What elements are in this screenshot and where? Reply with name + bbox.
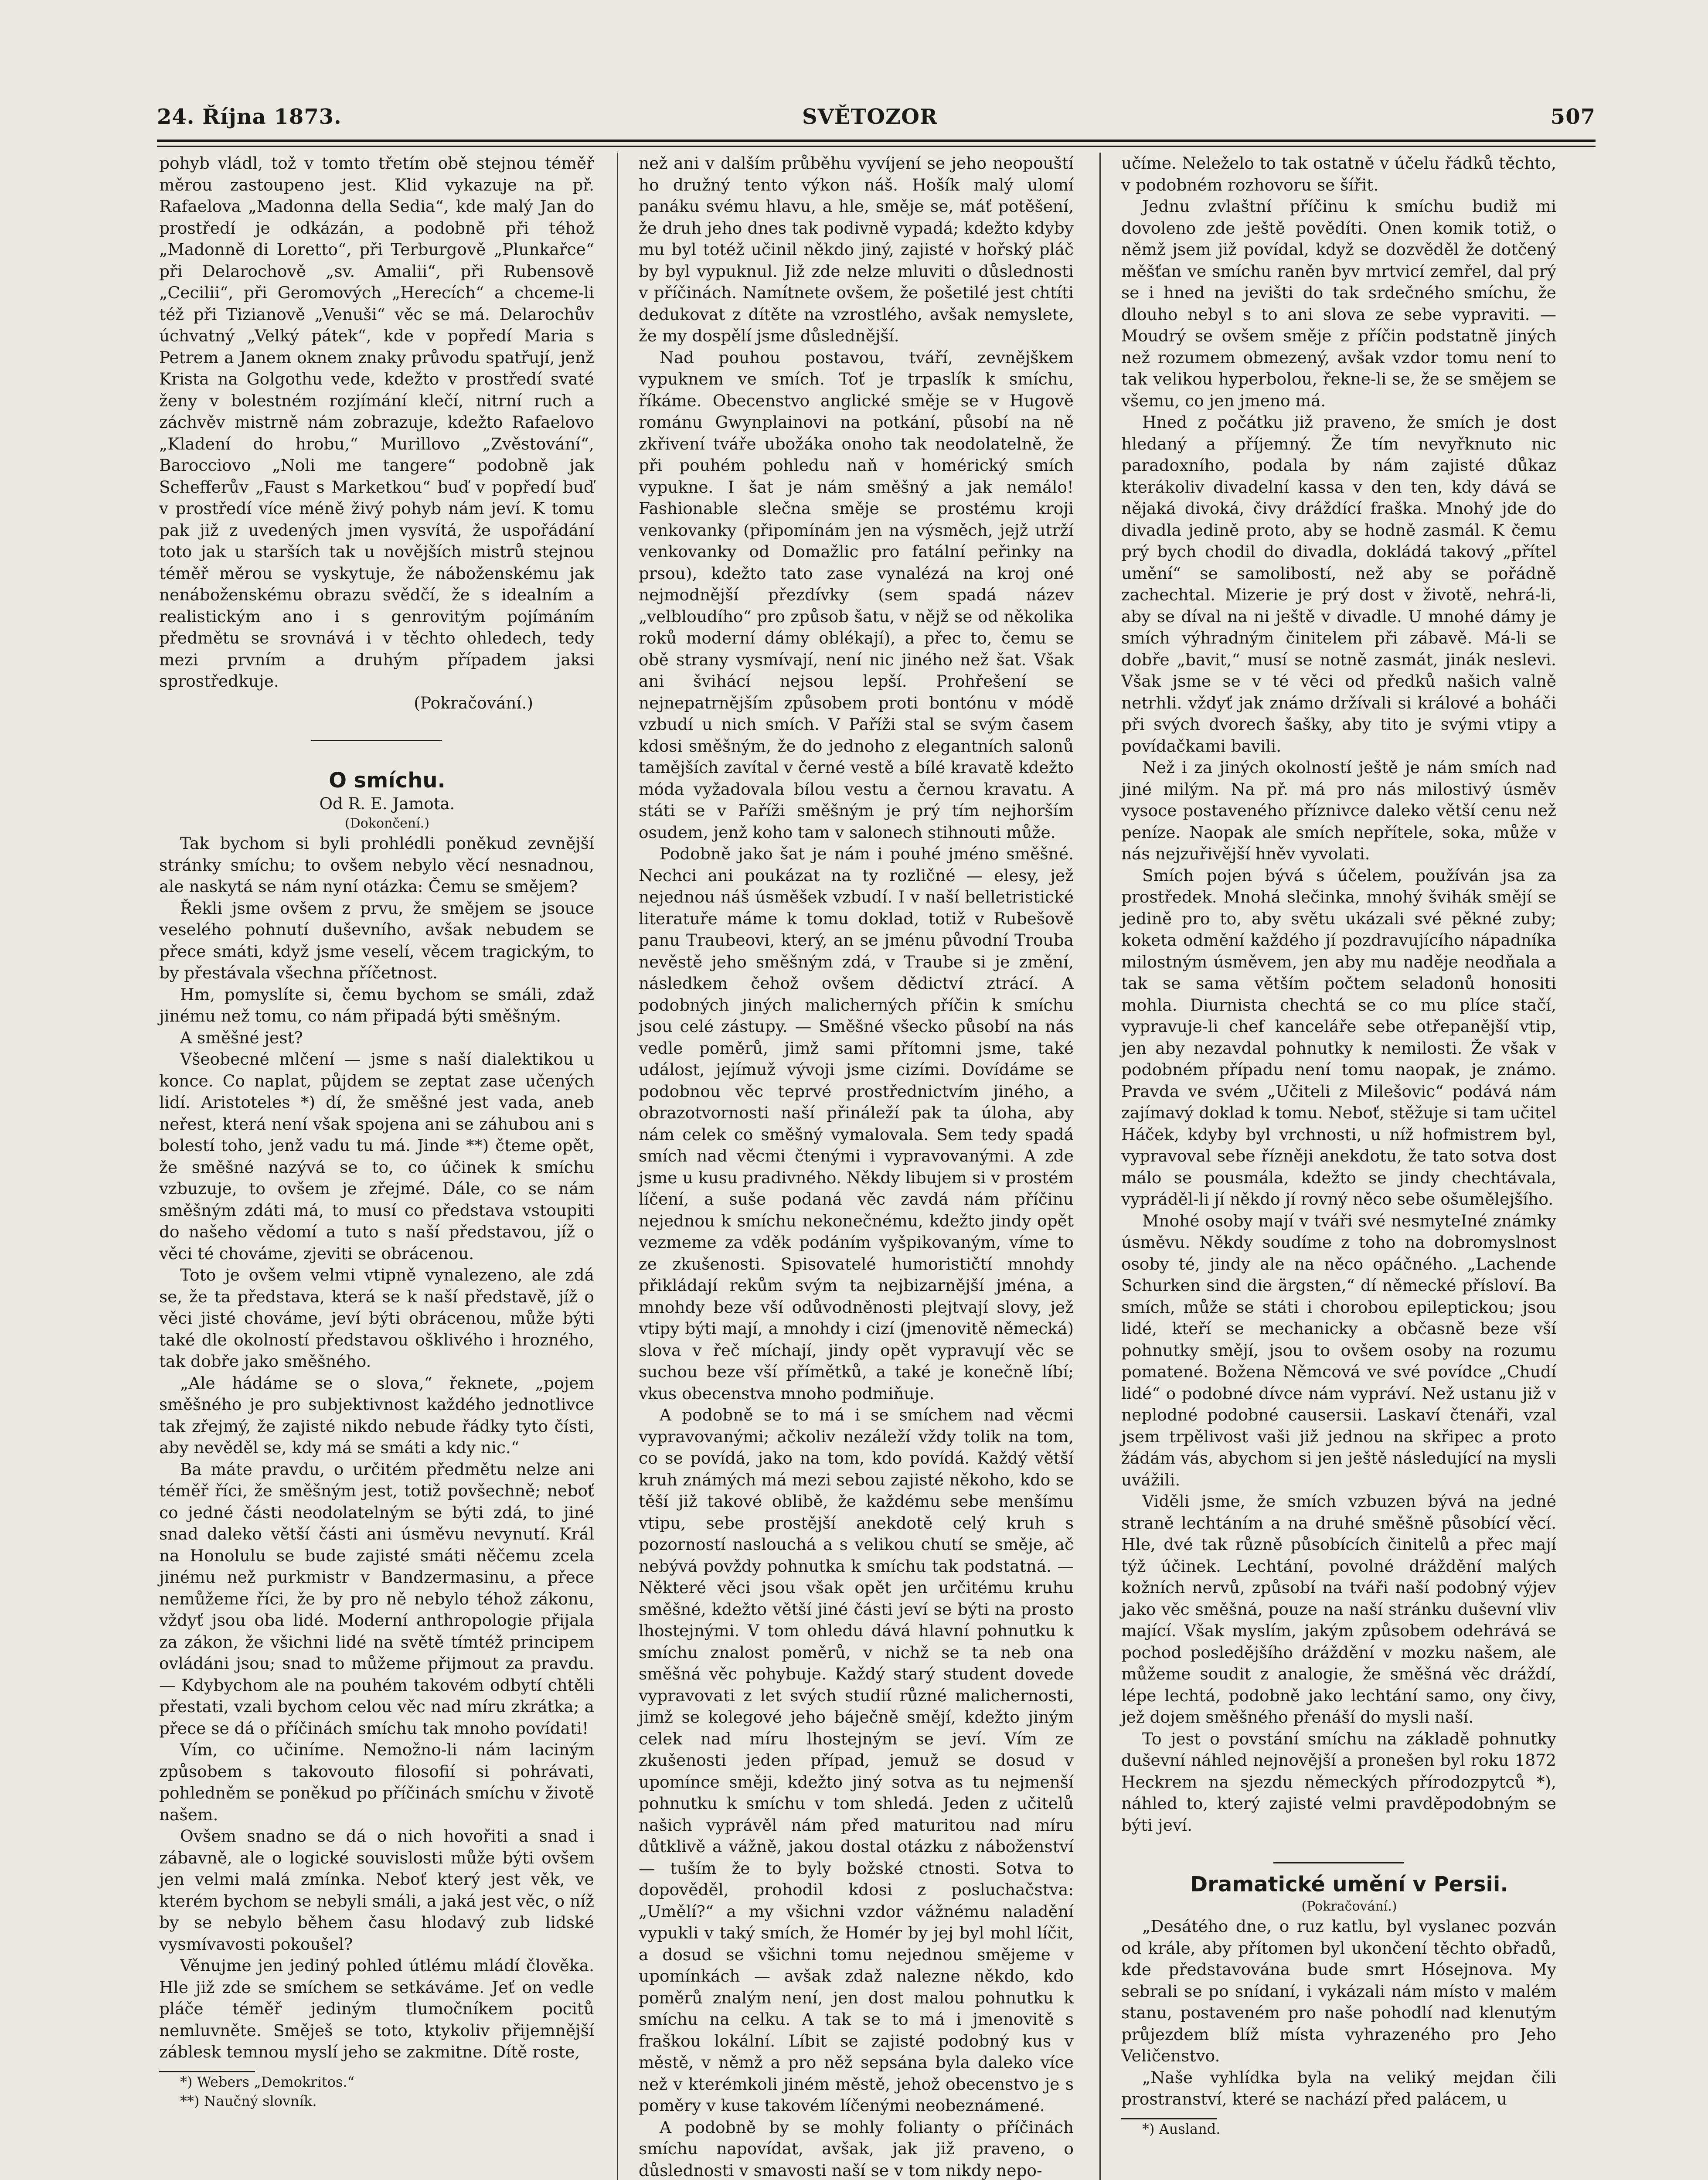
paragraph: Mnohé osoby mají v tváři své nesmyteIné známky úsměvu. Někdy soudíme z toho na dobromyslnost osoby té, jindy ale na něco opáčného. „Lachende Schurken sind die ärgsten,“ dí německé přísloví. Ba smích, může se státi i chorobou epileptickou; jsou lidé, kteří se mechanicky a občasně beze vší pohnutky smějí, jsou to ovšem osoby na rozumu pomatené. Božena Němcová ve své povídce „Chudí lidé“ o podobné dívce nám vypráví. Než ustanu již v neplodné podobné causersii. Laskaví čtenáři, vzal jsem trpělivost vaši již jednou na skřipec a proto žádám vás, abychom si jen ještě následující na mysli uvážili. <box>1121 1211 1556 1489</box>
paragraph: „Desátého dne, o ruz katlu, byl vyslanec pozván od krále, aby přítomen byl ukončení těchto obřadů, kde představována bude smrt Hósejnova. My sebrali se po snídaní, i vykázali nám místo v malém stanu, postaveném pro naše pohodlí nad klenutým průjezdem blíž místa vyhrazeného pro Jeho Veličenstvo. <box>1121 1917 1556 2065</box>
paragraph: pohyb vládl, tož v tomto třetím obě stejnou téměř měrou zastoupeno jest. Klid vykazuje na př. Rafaelova „Madonna della Sedia“, kde malý Jan do prostředí je odkázán, a podobně při téhož „Madonně di Loretto“, při Terburgově „Plunkařce“ při Delarochově „sv. Amalii“, při Rubensově „Cecilii“, při Geromových „Herecích“ a chceme-li též při Tizianově „Venuši“ věc se má. Delarochův úchvatný „Velký pátek“, kde v popředí Maria s Petrem a Janem oknem znaky průvodu spatřují, jenž Krista na Golgothu vede, kdežto v prostředí svaté ženy v bolestném rozjímání klečí, nitrní ruch a záchvěv mistrně nám zobrazuje, kdežto Rafaelovo „Kladení do hrobu,“ Murillovo „Zvěstování“, Barocciovo „Noli me tangere“ podobně jak Schefferův „Faust s Marketkou“ buď v popředí buď v prostředí více méně živý pohyb nám jeví. K tomu pak již z uvedených jmen vysvítá, že uspořádání toto jak u starších tak u novějších mistrů stejnou téměř měrou se vyskytuje, že náboženskému jak nenáboženskému obrazu svědčí, že s idealním a realistickým ano i s genrovitým pojímáním předmětu se srovnává i v těchto ohledech, tedy mezi prvním a druhým případem jaksi sprostředkuje. <box>159 153 594 691</box>
paragraph: Viděli jsme, že smích vzbuzen bývá na jedné straně lechtáním a na druhé směšně působící věcí. Hle, dvé tak různě působících činitelů a přec mají týž účinek. Lechtání, povolné dráždění malých kožních nervů, způsobí na tváři naší podobný výjev jako věc směšná, pouze na naší stránku duševní vliv mající. Však myslím, jakým způsobem odehrává se pochod posledějšího dráždění v mozku našem, ale můžeme soudit z analogie, že směšná věc dráždí, lépe lechtá, podobně jako lechtání samo, ony čivy, jež dojem směšného přenáší do mysli naší. <box>1121 1492 1556 1727</box>
continuation-note: (Pokračování.) <box>1301 1899 1397 1914</box>
paragraph: To jest o povstání smíchu na základě pohnutky duševní náhled nejnovější a pronešen byl roku 1872 Heckrem na sjezdu německých přírodozpytců *), náhled to, který zajisté velmi pravděpodobným se býti jeví. <box>1121 1729 1556 1835</box>
paragraph: Hm, pomyslíte si, čemu bychom se smáli, zdaž jinému než tomu, co nám připadá býti směšným. <box>159 984 594 1025</box>
footnote: *) Ausland. <box>1142 2120 1221 2137</box>
column-divider-1 <box>617 153 618 2180</box>
paragraph: než ani v dalším průběhu vyvíjení se jeho neopouští ho družný tento výkon náš. Hošík malý ulomí panáku svému hlavu, a hle, směje se, máť potěšení, že druh jeho dnes tak podivně vypadá; kdežto kdyby mu byl totéž učinil někdo jiný, zajisté v hořský pláč by byl vypuknul. Již zde nelze mluviti o důslednosti v příčinách. Namítnete ovšem, že pošetilé jest chtíti dedukovat z dítěte na vzrostlého, avšak nemyslete, že my dospělí jsme důslednější. <box>639 153 1074 345</box>
footnote: **) Naučný slovník. <box>180 2092 317 2109</box>
paragraph: Tak bychom si byli prohlédli poněkud zevnější stránky smíchu; to ovšem nebylo věcí nesnadnou, ale naskytá se nám nyní otázka: Čemu se smějem? <box>159 834 594 896</box>
paragraph: „Naše vyhlídka byla na veliký mejdan čili prostranství, které se nachází před palácem, u <box>1121 2068 1556 2108</box>
paragraph: Vím, co učiníme. Nemožno-li nám laciným způsobem s takovouto filosofií si pohrávati, pohledněm se poněkud po příčinách smíchu v životě našem. <box>159 1740 594 1824</box>
paragraph: Řekli jsme ovšem z prvu, že smějem se jsouce veselého pohnutí duševního, avšak nebudem se přece smáti, když jsme veselí, věcem tragickým, to by přestávala všechna příčetnost. <box>159 898 594 982</box>
paragraph: Podobně jako šat je nám i pouhé jméno směšné. Nechci ani poukázat na ty rozličné — elesy, jež nejednou náš úsměšek vzbudí. I v naší belletristické literatuře máme k tomu doklad, totiž v Rubešově panu Traubeovi, který, an se jménu původní Trouba nevěstě jeho směšným zdá, v Traube si je změní, následkem čehož ovšem dědictví ztrácí. A podobných jiných malicherných příčin k smíchu jsou celé zástupy. — Směšné všecko působí na nás vedle poměrů, jimž sami přítomni jsme, také událost, jejímuž vývoji jsme cizími. Dovídáme se podobnou věc teprvé prostřednictvím jiného, a obrazotvornosti naší přináleží pak ta úloha, aby nám celek co směšný vymalovala. Sem tedy spadá smích nad věcmi čtenými i vypravovanými. A zde jsme u kusu pradivného. Někdy libujem si v prostém líčení, a suše podaná věc zavdá nám příčinu nejednou k smíchu nekonečnému, kdežto jindy opět vezmeme za vděk podáním vyšpikovaným, víme to ze zkušenosti. Spisovatelé humorističtí mnohdy přikládají rekům svým ta nejbizarnější jména, a mnohdy beze vší odůvodněnosti plejtvají slovy, jež vtipy býti mají, a mnohdy i cizí (jmenovitě německá) slova v řeč míchají, jindy opět vypravují věc se suchou beze vší přímětků, a také je konečně líbí; vkus obecenstva mnoho podmiňuje. <box>639 844 1074 1403</box>
column-divider-2 <box>1099 153 1101 2180</box>
article-title: Dramatické umění v Persii. <box>1190 1872 1508 1897</box>
paragraph: Ovšem snadno se dá o nich hovořiti a snad i zábavně, ale o logické souvislosti může býti ovšem jen velmi malá zmínka. Neboť který jest věk, ve kterém bychom se nebyli smáli, a jaká jest věc, o níž by se nebylo během času hlodavý zub lidské vysmívavosti pokoušel? <box>159 1826 594 1954</box>
paragraph: Smích pojen bývá s účelem, používán jsa za prostředek. Mnohá slečinka, mnohý švihák smějí se jedině pro to, aby světu ukázali své pěkné zuby; koketa odmění každého jí pozdravujícího nápadníka milostným úsměvem, jen aby mu naděje neodňala a tak se sama větším počtem seladonů honositi mohla. Diurnista chechtá se co mu plíce stačí, vypravuje-li chef kanceláře sebe otřepanější vtip, jen aby nezavdal pohnutky k nemilosti. Že však v podobném případu není tomu naopak, je známo. Pravda ve svém „Učiteli z Milešovic“ podává nám zajímavý doklad k tomu. Neboť, stěžuje si tam učitel Háček, kdyby byl vrchnosti, u níž hofmistrem byl, vypravoval sebe řízněji anekdotu, že tato sotva dost málo se pousmála, kdežto se jindy chechtávala, vypráděl-li jí někdo jí rovný něco sebe ošumělejšího. <box>1121 865 1556 1209</box>
column-3 <box>1121 153 1556 2139</box>
paragraph: Věnujme jen jediný pohled útlému mládí člověka. Hle již zde se smíchem se setkáváme. Jeť on vedle pláče téměř jediným tlumočníkem pocitů nemluvněte. Směješ se toto, ktykoliv přijemnější záblesk temnou myslí jeho se zakmitne. Dítě roste, <box>159 1956 594 2061</box>
page-header <box>157 105 1596 144</box>
paragraph: Toto je ovšem velmi vtipně vynalezeno, ale zdá se, že ta představa, která se k naší představě, jíž o věci jisté chováme, jeví býti obrácenou, může býti také dle okolností představou ošklivého i hrozného, tak dobře jako směšného. <box>159 1265 594 1371</box>
header-rule-thin <box>157 146 1596 147</box>
header-title: SVĚTOZOR <box>802 105 938 129</box>
column-1 <box>159 153 594 2111</box>
header-date: 24. Října 1873. <box>157 105 342 129</box>
header-page-number: 507 <box>1550 105 1596 129</box>
concluded-note: (Dokončení.) <box>344 816 430 831</box>
paragraph: Ba máte pravdu, o určitém předmětu nelze ani téměř říci, že směšným jest, totiž povšechně; neboť co jedné části neodolatelným se býti zdá, to jiné snad daleko větší části ani úsměvu nevynutí. Král na Honolulu se bude zajisté smáti něčemu zcela jinému než purkmistr v Bandzermasinu, a přece nemůžeme říci, že by pro ně nebylo téhož zákonu, vždyť jsou oba lidé. Moderní anthropologie přijala za zákon, že všichni lidé na světě tímtéž principem ovládáni jsou; snad to můžeme přijmout za pravdu. — Kdybychom ale na pouhém takovém odbytí chtěli přestati, vzali bychom celou věc nad míru zkrátka; a přece se dá o příčinách smíchu tak mnoho povídati! <box>159 1459 594 1738</box>
column-2 <box>639 153 1074 2180</box>
paragraph: A podobně se to má i se smíchem nad věcmi vypravovanými; ačkoliv nezáleží vždy tolik na tom, co se povídá, jako na tom, kdo povídá. Každý větší kruh známých má mezi sebou zajisté někoho, kdo se těší již takové oblibě, že každému sebe menšímu vtipu, sebe prostější anekdotě celý kruh s pozorností naslouchá a s velikou chutí se směje, ač nebývá povždy pohnutka k smíchu tak podstatná. — Některé věci jsou však opět jen určitému kruhu směšné, kdežto větší jiné části jeví se býti na prosto lhostejnými. V tom ohledu dává hlavní pohnutku k smíchu znalost poměrů, v nichž se ta neb ona směšná věc pohybuje. Každý starý student dovede vypravovati z let svých studií různé malichernosti, jimž se kolegové jeho báječně smějí, kdežto jiným celek nad míru lhostejným se jeví. Vím ze zkušenosti jeden případ, jemuž se dosud v upomínce směji, kdežto jiný sotva as tu nejmenší pohnutku k smíchu v tom shledá. Jeden z učitelů našich vyprávěl nám před maturitou nad míru důtklivě a vážně, jakou dostal otázku z náboženství — tuším že to byly božské ctnosti. Sotva to dopověděl, prohodil kdosi z posluchačstva: „Umělí?“ a my všichni vzdor vážnému naladění vypukli v taký smích, že Homér by jej byl mohl líčit, a dosud se všichni tomu nejednou smějeme v upomínkách — avšak zdaž nalezne někdo, kdo poměrů znalým není, jen dost malou pohnutku k smíchu na celku. A tak se to má i jmenovitě s fraškou lokální. Líbit se zajisté podobný kus v městě, v němž a pro něž sepsána byla daleko více než v kterémkoli jiném městě, jehož obecenstvo je s poměry v kuse takovém líčenými neobeznámené. <box>639 1405 1074 2115</box>
paragraph: učíme. Neleželo to tak ostatně v účelu řádků těchto, v podobném rozhovoru se šířit. <box>1121 153 1556 194</box>
paragraph: Než i za jiných okolností ještě je nám smích nad jiné milým. Na př. má pro nás milostivý úsměv vysoce postaveného příznivce daleko větší cenu než peníze. Naopak ale smích nepřítele, soka, může v nás nejzuřivější hněv vyvolati. <box>1121 758 1556 863</box>
paragraph: Všeobecné mlčení — jsme s naší dialektikou u konce. Co naplat, půjdem se zeptat zase učených lidí. Aristoteles *) dí, že směšné jest vada, aneb neřest, která není však spojena ani se záhubou ani s bolestí toho, jenž vadu tu má. Jinde **) čteme opět, že směšné nazývá se to, co účinek k smíchu vzbuzuje, to ovšem je zřejmé. Dále, co se nám směšným zdáti má, to musí co představa vstoupiti do našeho vědomí a tuto s naší představou, jíž o věci té chováme, zjeviti se obrácenou. <box>159 1049 594 1263</box>
paragraph: Jednu zvlaštní příčinu k smíchu budiž mi dovoleno zde ještě povědíti. Onen komik totiž, o němž jsem již povídal, když se dozvěděl že dotčený měšťan ve smíchu raněn byv mrtvicí zemřel, dal prý se i hned na jevišti do tak srdečného smíchu, že dlouho nebyl s to ani slova ze sebe vypraviti. — Moudrý se ovšem směje z příčin podstatně jiných než rozumem obmezený, avšak vzdor tomu není to tak velikou hyperbolou, řekne-li se, že se smějem se všemu, co jen jmeno má. <box>1121 197 1556 410</box>
paragraph: A směšné jest? <box>180 1028 303 1047</box>
paragraph: „Ale hádáme se o slova,“ řeknete, „pojem směšného je pro subjektivnost každého jednotlivce tak zřejmý, že zajisté nikdo nebude řádky tyto čísti, aby nevěděl se, kdy má se smáti a kdy nic.“ <box>159 1373 594 1457</box>
article-title: O smíchu. <box>329 768 446 793</box>
paragraph: A podobně by se mohly folianty o příčinách smíchu napovídat, avšak, jak již praveno, o důslednosti v smavosti naší se v tom nikdy nepo- <box>639 2117 1074 2180</box>
article-author: Od R. E. Jamota. <box>319 794 455 813</box>
header-rule-thick <box>157 140 1596 142</box>
paragraph: Hned z počátku již praveno, že smích je dost hledaný a příjemný. Že tím nevyřknuto nic paradoxního, podala by nám zajisté důkaz kterákoliv divadelní kassa v den ten, kdy dává se nějaká divoká, čivy dráždící fraška. Mnohý jde do divadla jedině proto, aby se hodně zasmál. K čemu prý bych chodil do divadla, dokládá takový „přítel umění“ se samolibostí, než aby se pořádně zachechtal. Mizerie je prý dost v životě, nehrá-li, aby se díval na ni ještě v divadle. U mnohé dámy je smích výhradným činitelem při zábavě. Má-li se dobře „bavit,“ musí se notně zasmát, jinák neslevi. Však jsme se v té věci od předků našich valně netrhli. vždyť jak známo držívali si králové a boháči při svých dvorech šašky, aby tito je svými vtipy a povídačkami bavili. <box>1121 412 1556 756</box>
continuation-note: (Pokračování.) <box>414 693 533 712</box>
paragraph: Nad pouhou postavou, tváří, zevnějškem vypuknem ve smích. Toť je trpaslík k smíchu, říkáme. Obecenstvo anglické směje se v Hugově románu Gwynplainovi na potkání, působí na ně zkřivení tváře ubožáka onoho tak neodolatelně, že při pouhém pohledu naň v homérický smích vypukne. I šat je nám směšný a jak nemálo! Fashionable slečna směje se prostému kroji venkovanky (připomínám jen na výsměch, jejž utrží venkovanky od Domažlic pro fatální peřinky na prsou), kdežto tato zase vynalézá na kroj oné nejmodnější přezdívky (sem spadá název „velbloudího“ pro způsob šatu, v nějž se od několika roků moderní dámy oblékají), a přec to, čemu se obě strany vysmívají, není nic jiného než šat. Však ani švihácí nejsou lepší. Prohřešení se nejnepatrnějším způsobem proti bontónu v módě vzbudí u nich smích. V Paříži stal se svým časem kdosi směšným, že do jednoho z elegantních salonů tamějších zavítal v černé vestě a bílé kravatě kdežto móda vyžadovala bílou vestu a černou kravatu. A státi se v Paříži směšným je prý tím nejhorším osudem, jenž koho tam v salonech stihnouti může. <box>639 347 1074 842</box>
footnote: *) Webers „Demokritos.“ <box>180 2073 354 2090</box>
